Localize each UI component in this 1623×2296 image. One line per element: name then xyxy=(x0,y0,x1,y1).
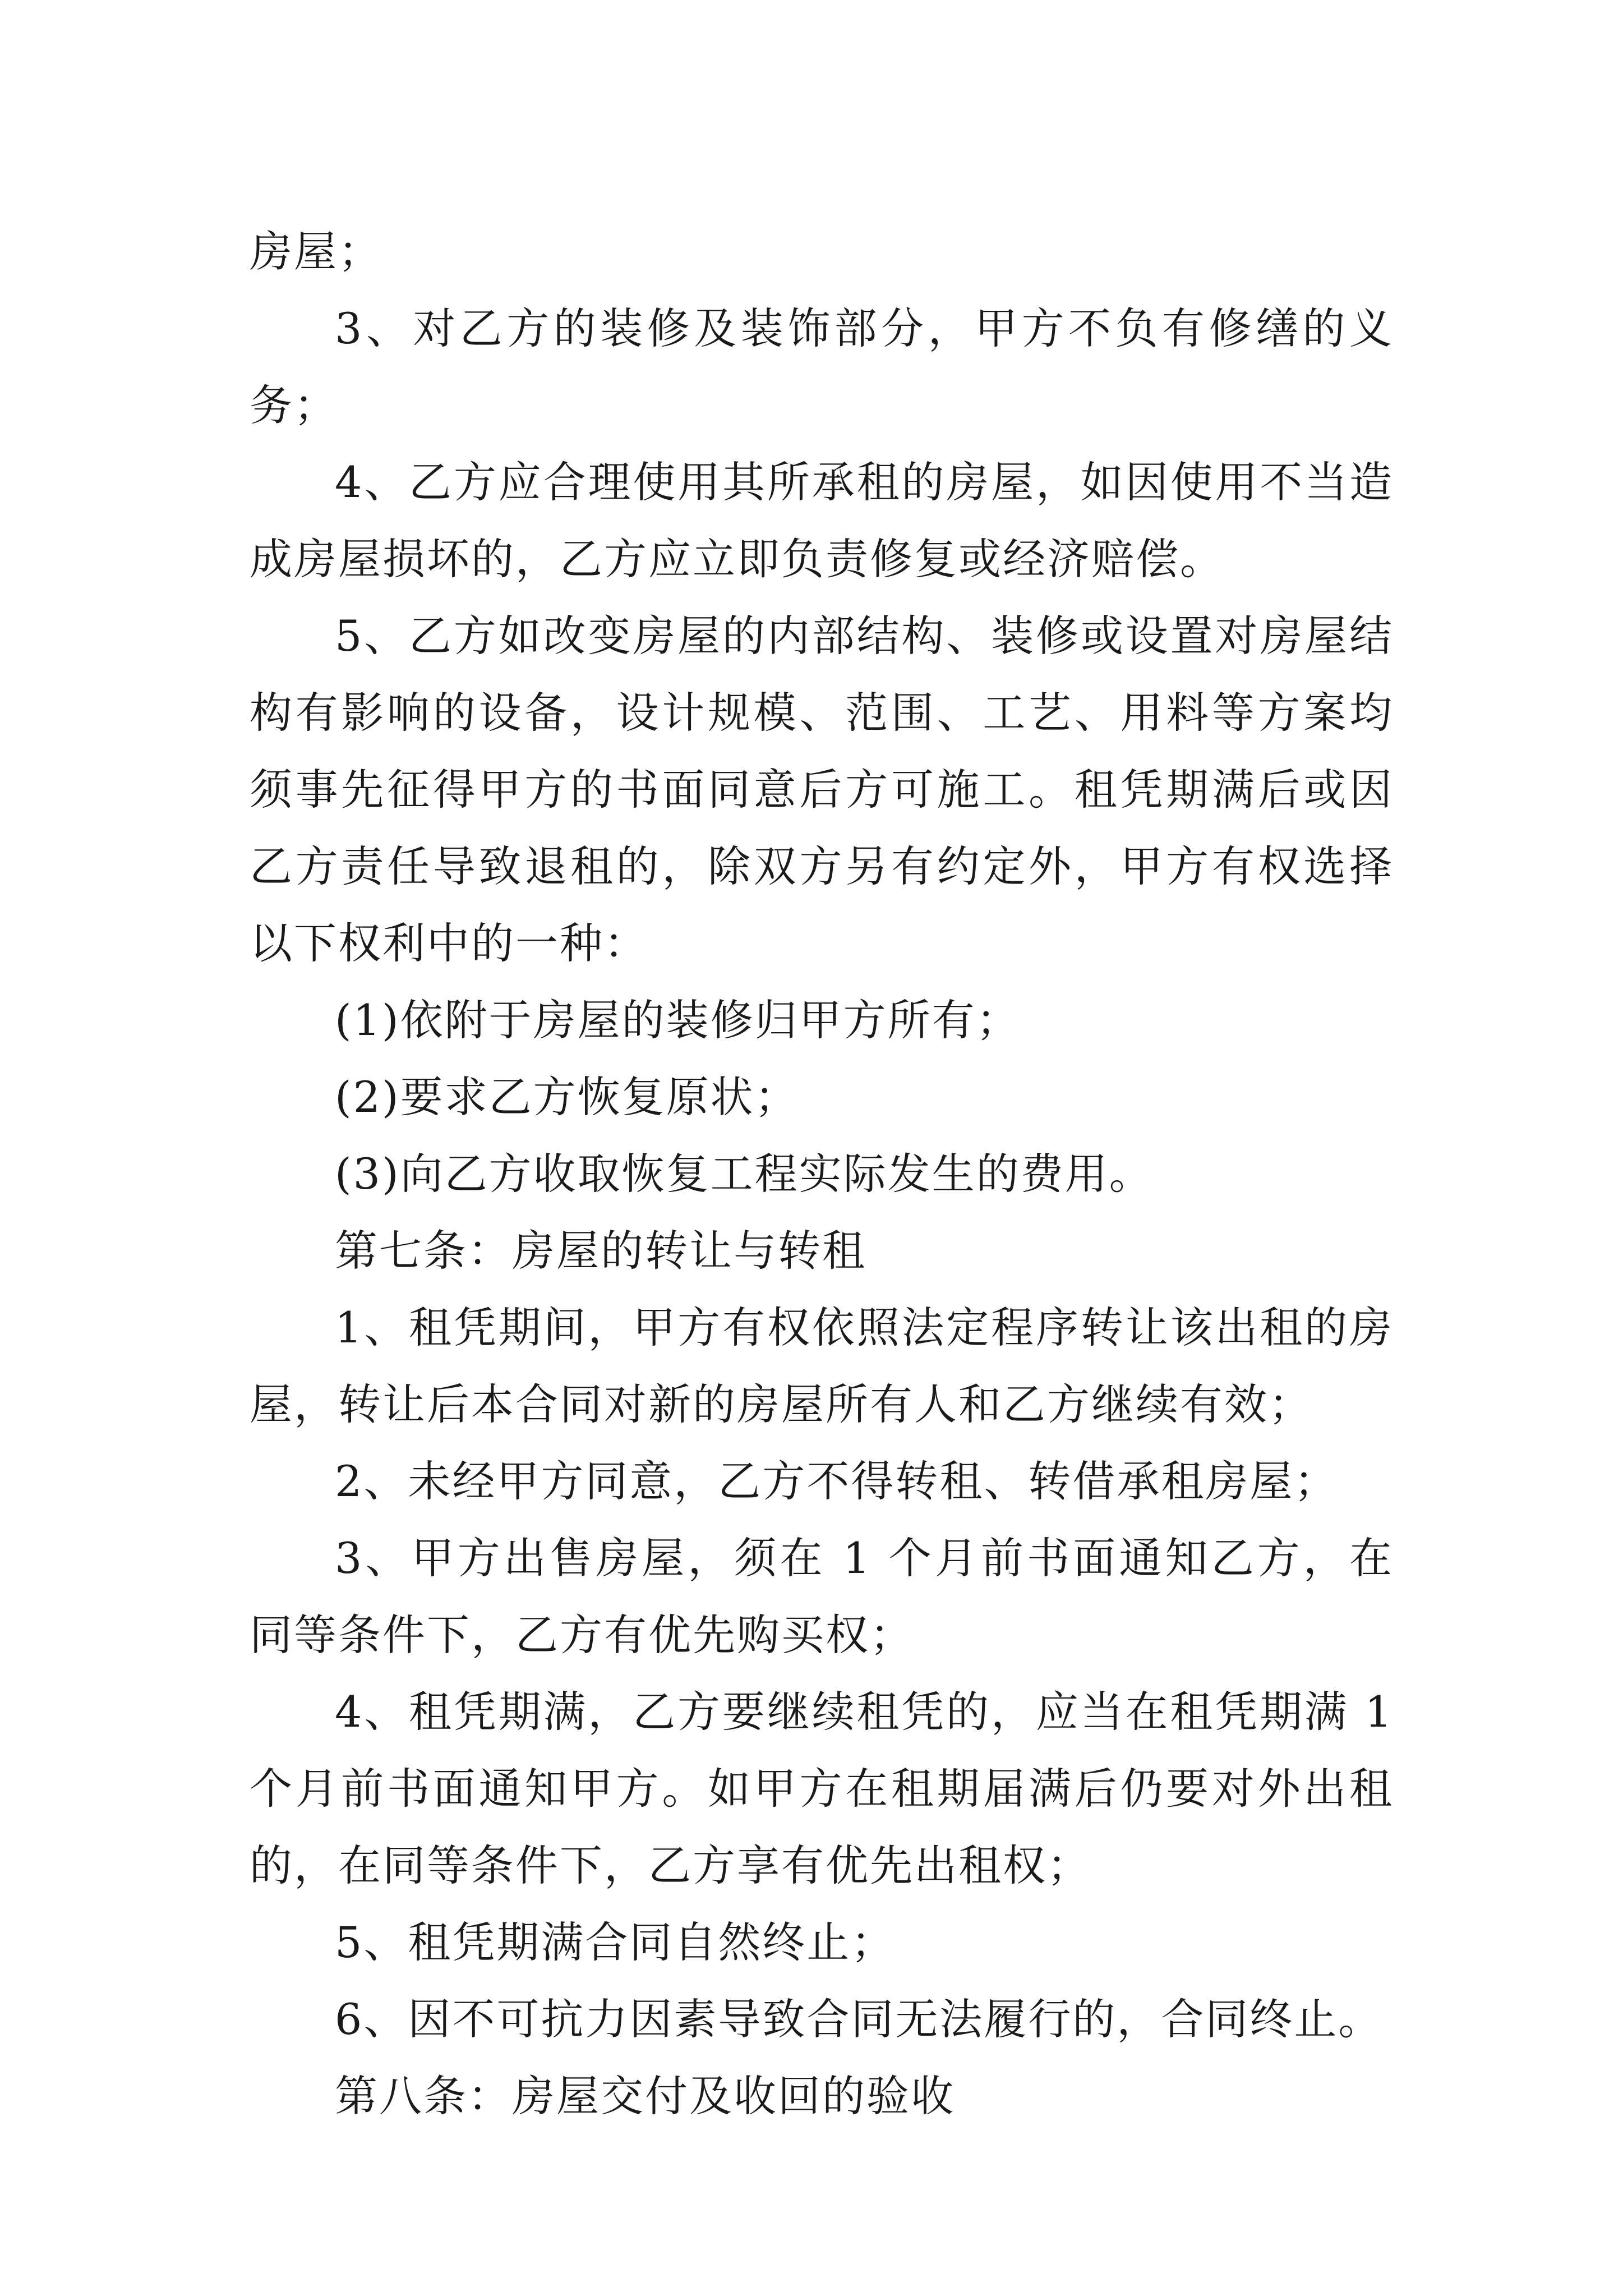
sub-item-3: (3)向乙方收取恢复工程实际发生的费用。 xyxy=(335,1149,1154,1199)
article-7-item-4: 4、租凭期满，乙方要继续租凭的，应当在租凭期满 1 个月前书面通知甲方。如甲方在租期届满后仍要对外出租的，在同等条件下，乙方享有优先出租权； xyxy=(250,1687,1394,1890)
document-body xyxy=(250,213,1394,2134)
article-8-heading: 第八条：房屋交付及收回的验收 xyxy=(335,2071,955,2121)
clause-item-5-structural-changes: 5、乙方如改变房屋的内部结构、装修或设置对房屋结构有影响的设备，设计规模、范围、工艺、用料等方案均须事先征得甲方的书面同意后方可施工。租凭期满后或因乙方责任导致退租的，除双方另有约定外，甲方有权选择以下权利中的一种： xyxy=(250,611,1394,968)
article-7-item-2: 2、未经甲方同意，乙方不得转租、转借承租房屋； xyxy=(335,1456,1339,1506)
sub-item-1: (1)依附于房屋的装修归甲方所有； xyxy=(335,995,1021,1045)
sub-item-2: (2)要求乙方恢复原状； xyxy=(335,1072,799,1122)
paragraph-continuation: 房屋； xyxy=(250,227,382,277)
article-7-item-1: 1、租凭期间，甲方有权依照法定程序转让该出租的房屋，转让后本合同对新的房屋所有人和乙方继续有效； xyxy=(250,1303,1394,1429)
article-7-item-6: 6、因不可抗力因素导致合同无法履行的，合同终止。 xyxy=(335,1994,1383,2044)
clause-item-3-decoration-repair: 3、对乙方的装修及装饰部分，甲方不负有修缮的义务； xyxy=(250,303,1394,430)
article-7-item-5: 5、租凭期满合同自然终止； xyxy=(335,1917,896,1967)
article-7-item-3: 3、甲方出售房屋，须在 1 个月前书面通知乙方，在同等条件下，乙方有优先购买权； xyxy=(250,1533,1394,1660)
article-7-heading: 第七条：房屋的转让与转租 xyxy=(335,1226,866,1276)
clause-item-4-proper-use: 4、乙方应合理使用其所承租的房屋，如因使用不当造成房屋损坏的，乙方应立即负责修复或经济赔偿。 xyxy=(250,457,1394,584)
